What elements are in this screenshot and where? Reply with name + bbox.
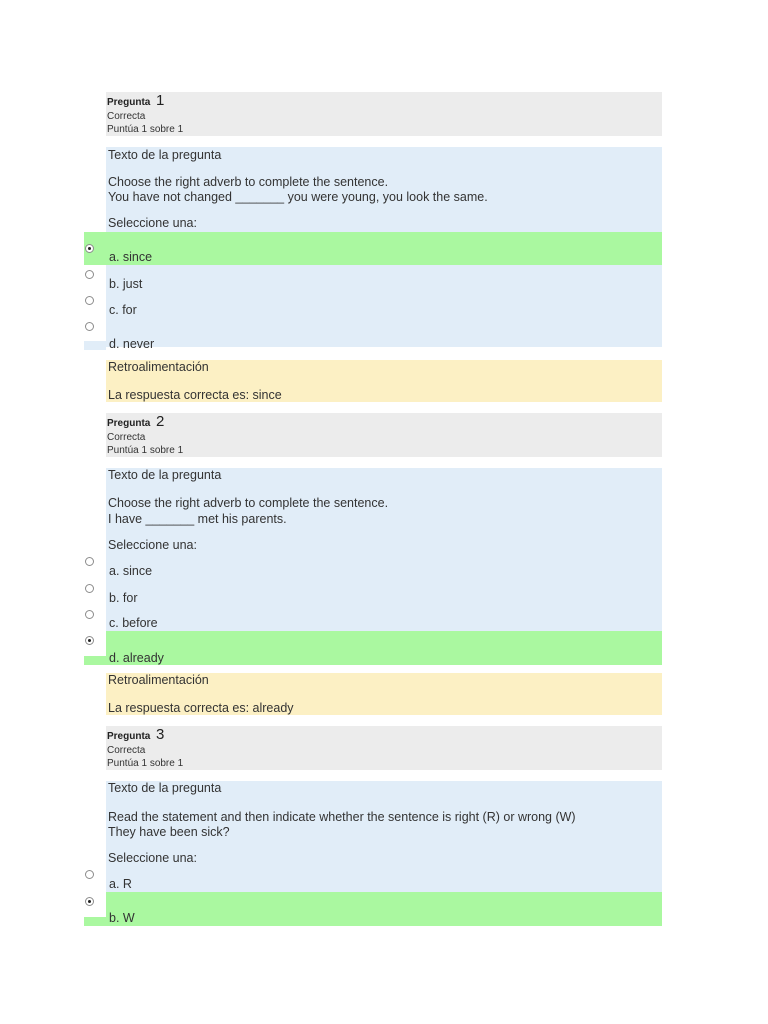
question-prompt-sentence: You have not changed _______ you were young, you look the same. [108,190,488,204]
option-a-label[interactable]: a. since [109,564,153,578]
select-label: Seleccione una: [108,538,197,552]
option-c-radio[interactable] [85,296,94,305]
question-3-info [106,726,662,770]
question-label: Pregunta [107,418,151,429]
question-status: Correcta [107,432,146,443]
question-3-option-b-row-tail [84,917,106,926]
option-c-label[interactable]: c. before [109,616,158,630]
option-c-radio[interactable] [85,610,94,619]
question-text-heading: Texto de la pregunta [108,148,222,162]
option-b-label[interactable]: b. just [109,277,143,291]
question-prompt-sentence: They have been sick? [108,825,230,839]
option-a-label[interactable]: a. since [109,250,153,264]
option-a-radio[interactable] [85,870,94,879]
question-status: Correcta [107,111,146,122]
option-b-label[interactable]: b. for [109,591,138,605]
question-2-info [106,413,662,457]
option-b-radio[interactable] [85,584,94,593]
question-number: 3 [156,726,165,743]
question-score: Puntúa 1 sobre 1 [107,445,184,456]
question-1-options-area [106,265,662,347]
question-prompt: Choose the right adverb to complete the sentence. [108,496,389,510]
select-label: Seleccione una: [108,216,197,230]
question-prompt: Read the statement and then indicate whether the sentence is right (R) or wrong (W) [108,810,576,824]
question-1-option-a-row[interactable] [84,232,662,265]
option-b-label[interactable]: b. W [109,911,135,925]
question-1-options-tail [84,341,106,350]
option-d-radio[interactable] [85,322,94,331]
feedback-heading: Retroalimentación [108,360,209,374]
question-label: Pregunta [107,97,151,108]
option-b-radio[interactable] [85,270,94,279]
option-c-label[interactable]: c. for [109,303,137,317]
question-text-heading: Texto de la pregunta [108,468,222,482]
feedback-heading: Retroalimentación [108,673,209,687]
question-2-feedback [106,673,662,715]
question-label: Pregunta [107,731,151,742]
question-2-option-d-row[interactable] [106,631,662,665]
question-1-info [106,92,662,136]
feedback-answer: La respuesta correcta es: since [108,388,282,402]
feedback-answer: La respuesta correcta es: already [108,701,294,715]
option-a-label[interactable]: a. R [109,877,132,891]
question-score: Puntúa 1 sobre 1 [107,758,184,769]
question-prompt-sentence: I have _______ met his parents. [108,512,287,526]
question-text-heading: Texto de la pregunta [108,781,222,795]
question-status: Correcta [107,745,146,756]
question-number: 1 [156,92,165,109]
option-b-radio[interactable] [85,897,94,906]
option-d-label[interactable]: d. never [109,337,155,351]
option-d-radio[interactable] [85,636,94,645]
option-d-label[interactable]: d. already [109,651,164,665]
question-3-option-b-row[interactable] [106,892,662,926]
question-1-feedback [106,360,662,402]
question-2-option-d-row-tail [84,656,106,665]
question-1-text [106,147,662,232]
question-prompt: Choose the right adverb to complete the sentence. [108,175,389,189]
question-3-text [106,781,662,892]
question-2-text [106,468,662,631]
question-number: 2 [156,413,165,430]
option-a-radio[interactable] [85,244,94,253]
option-a-radio[interactable] [85,557,94,566]
question-score: Puntúa 1 sobre 1 [107,124,184,135]
select-label: Seleccione una: [108,851,197,865]
